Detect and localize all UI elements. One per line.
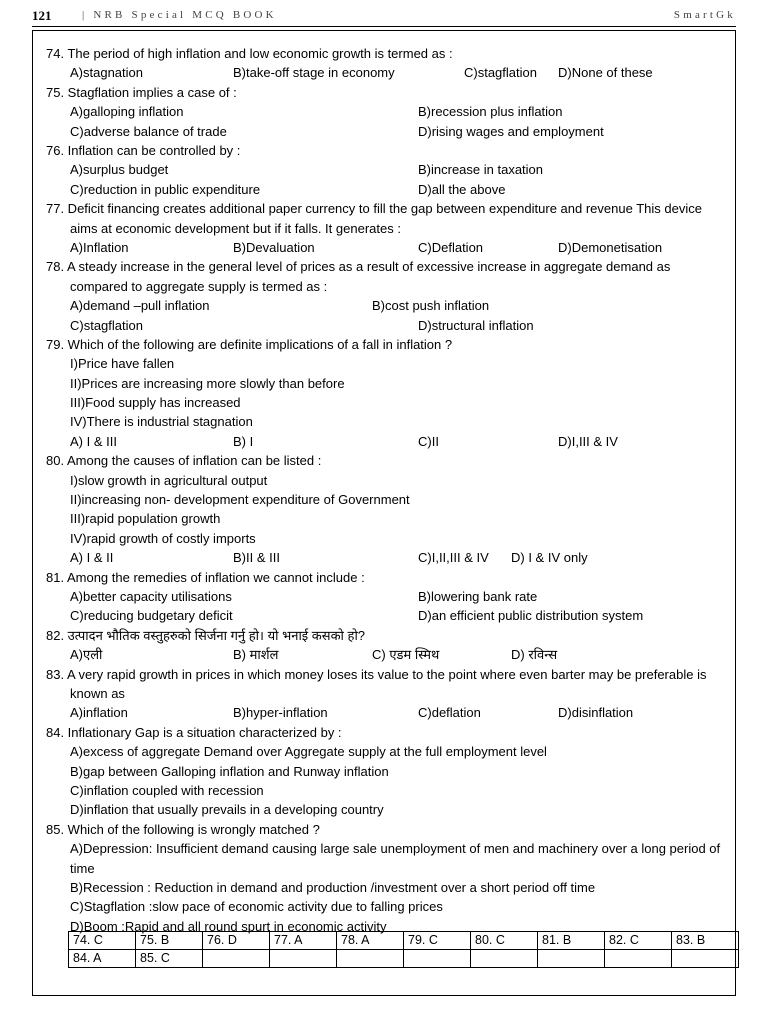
answer-cell [404, 950, 471, 968]
question-text: 80. Among the causes of inflation can be listed : [46, 453, 322, 469]
option: A) I & II [70, 550, 114, 566]
option: C) एडम स्मिथ [372, 647, 440, 663]
options-row [46, 296, 722, 315]
answer-key-table [68, 931, 739, 968]
answer-cell: 79. C [404, 932, 471, 950]
question-text: 78. A steady increase in the general level of prices as a result of excessive increase in aggregate demand as compared to aggregate supply is termed as : [46, 259, 671, 294]
option: A)excess of aggregate Demand over Aggregate supply at the full employment level [70, 744, 547, 760]
answer-cell: 77. A [270, 932, 337, 950]
option: A) I & III [70, 433, 117, 449]
statement: IV)There is industrial stagnation [70, 414, 253, 430]
answer-cell [672, 950, 739, 968]
options-row [46, 160, 722, 179]
option: C)II [418, 433, 439, 449]
option: A)stagnation [70, 65, 143, 81]
options-row [46, 316, 722, 335]
option: D)None of these [558, 65, 653, 81]
option: D)I,III & IV [558, 433, 618, 449]
option: D)structural inflation [418, 317, 534, 333]
option: D)rising wages and employment [418, 123, 604, 139]
options-row [46, 180, 722, 199]
answer-cell: 74. C [69, 932, 136, 950]
option: D) रविन्स [511, 647, 558, 663]
options-row [46, 548, 722, 567]
table-row [69, 950, 739, 968]
option: C)inflation coupled with recession [70, 782, 264, 798]
answer-cell: 78. A [337, 932, 404, 950]
option: B)cost push inflation [372, 298, 490, 314]
question-text: 81. Among the remedies of inflation we cannot include : [46, 569, 365, 585]
option: B) I [233, 433, 254, 449]
option: D)an efficient public distribution system [418, 608, 644, 624]
options-row [46, 122, 722, 141]
answer-cell [270, 950, 337, 968]
option: C)reducing budgetary deficit [70, 608, 233, 624]
answer-cell [605, 950, 672, 968]
option: D) I & IV only [511, 550, 588, 566]
answer-cell [203, 950, 270, 968]
option: C)stagflation [70, 317, 143, 333]
option: A)inflation [70, 705, 128, 721]
option: A)better capacity utilisations [70, 589, 232, 604]
options-row [46, 703, 722, 722]
option: C)Stagflation :slow pace of economic activity due to falling prices [70, 899, 443, 915]
answer-cell: 80. C [471, 932, 538, 950]
question-text: 85. Which of the following is wrongly matched ? [46, 821, 320, 837]
question-text: 79. Which of the following are definite implications of a fall in inflation ? [46, 336, 453, 352]
options-row [46, 102, 722, 121]
statement: III)Food supply has increased [70, 395, 241, 411]
option: B) मार्शल [233, 647, 279, 663]
option: B)recession plus inflation [418, 104, 563, 120]
statement: III)rapid population growth [70, 511, 221, 527]
question-list [46, 44, 722, 936]
option: D)disinflation [558, 705, 634, 721]
statement: II)Prices are increasing more slowly than before [70, 375, 345, 391]
answer-cell [337, 950, 404, 968]
answer-cell: 76. D [203, 932, 270, 950]
question-text: 77. Deficit financing creates additional paper currency to fill the gap between expenditure and revenue This device aims at economic development but if it falls. It generates : [46, 201, 702, 236]
page-header [32, 8, 736, 27]
answer-cell: 85. C [136, 950, 203, 968]
answer-cell: 75. B [136, 932, 203, 950]
option: C)reduction in public expenditure [70, 181, 261, 197]
answer-cell: 82. C [605, 932, 672, 950]
option: A)एली [70, 647, 103, 663]
option: A)galloping inflation [70, 104, 184, 120]
option: B)Devaluation [233, 239, 315, 255]
statement: I)slow growth in agricultural output [70, 472, 268, 488]
question-text: 75. Stagflation implies a case of : [46, 84, 237, 100]
option: B)lowering bank rate [418, 589, 538, 604]
options-row [46, 606, 722, 625]
statement: II)increasing non- development expenditure of Government [70, 492, 410, 508]
option: D)Boom :Rapid and all round spurt in economic activity [70, 918, 387, 934]
options-row [46, 587, 722, 606]
question-text: 83. A very rapid growth in prices in which money loses its value to the point where even barter may be preferable is known as [46, 666, 707, 701]
option: B)hyper-inflation [233, 705, 328, 721]
answer-cell [471, 950, 538, 968]
option: A)Depression: Insufficient demand causing large sale unemployment of men and machinery over a long period of time [70, 841, 721, 876]
option: C)deflation [418, 705, 481, 721]
option: B)Recession : Reduction in demand and production /investment over a short period off time [70, 879, 596, 895]
question-text: 82. उत्पादन भौतिक वस्तुहरुको सिर्जना गर्नु हो। यो भनाई कसको हो? [46, 627, 366, 643]
option: B)gap between Galloping inflation and Runway inflation [70, 763, 389, 779]
options-row [46, 432, 722, 451]
table-row [69, 932, 739, 950]
option: A)surplus budget [70, 162, 169, 178]
option: D)inflation that usually prevails in a developing country [70, 802, 384, 818]
option: C)stagflation [464, 65, 537, 81]
option: B)increase in taxation [418, 162, 544, 178]
option: A)demand –pull inflation [70, 298, 210, 314]
answer-cell [538, 950, 605, 968]
option: C)Deflation [418, 239, 484, 255]
brand-name: SmartGk [673, 9, 736, 21]
answer-cell: 84. A [69, 950, 136, 968]
question-text: 76. Inflation can be controlled by : [46, 142, 241, 158]
question-text: 74. The period of high inflation and low economic growth is termed as : [46, 46, 453, 61]
option: C)adverse balance of trade [70, 123, 227, 139]
option: C)I,II,III & IV [418, 550, 489, 566]
answer-cell: 83. B [672, 932, 739, 950]
answer-cell: 81. B [538, 932, 605, 950]
option: D)Demonetisation [558, 239, 663, 255]
option: B)II & III [233, 550, 280, 566]
book-title: | NRB Special MCQ BOOK [82, 9, 277, 21]
option: B)take-off stage in economy [233, 65, 395, 81]
options-row [46, 238, 722, 257]
option: A)Inflation [70, 239, 129, 255]
statement: IV)rapid growth of costly imports [70, 530, 256, 546]
question-text: 84. Inflationary Gap is a situation characterized by : [46, 724, 342, 740]
options-row [46, 645, 722, 664]
page-number: 121 [32, 8, 52, 23]
options-row [46, 63, 722, 82]
statement: I)Price have fallen [70, 356, 175, 372]
option: D)all the above [418, 181, 506, 197]
